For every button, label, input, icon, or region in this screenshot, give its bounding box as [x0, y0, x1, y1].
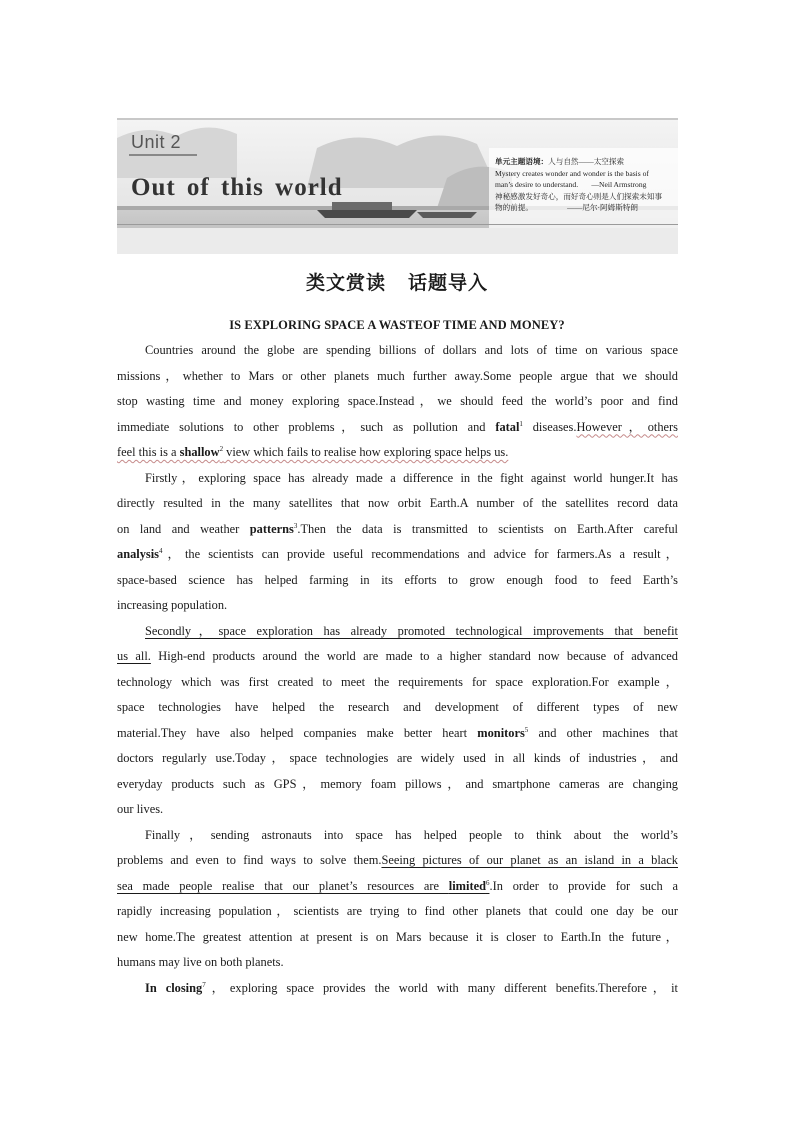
text-run: .Then the data is transmitted to scientists on Earth.After careful: [297, 521, 678, 536]
text-run: sea made people realise that our planet’s resources are: [117, 878, 449, 893]
paragraph-3: [117, 619, 678, 823]
text-line: everyday products such as GPS，memory foam pillows，and smartphone cameras are changing: [117, 776, 678, 791]
quote-theme-value: 人与自然——太空探索: [548, 157, 625, 166]
keyword-limited: limited: [448, 878, 486, 893]
footnote-marker: 1: [519, 419, 523, 428]
unit-title: Out of this world: [131, 174, 343, 201]
text-line: new home.The greatest attention at present is on Mars because it is closer to Earth.In the future，: [117, 929, 678, 944]
text-run: feel this is a: [117, 445, 180, 459]
text-run: problems and even to find ways to solve them.: [117, 853, 382, 867]
keyword-analysis: analysis: [117, 547, 160, 561]
quote-en-line1: Mystery creates wonder and wonder is the basis of: [495, 168, 649, 178]
section-title-part2: 话题导入: [408, 272, 489, 294]
keyword-in-closing: In closing: [145, 980, 203, 995]
footnote-marker: 5: [524, 725, 529, 734]
footnote-marker: 6: [485, 878, 490, 887]
paragraph-1: [117, 338, 678, 466]
keyword-patterns: patterns: [249, 521, 294, 536]
text-line: [117, 848, 678, 874]
quote-zh-text: 物的前提。: [495, 203, 533, 212]
quote-en-line2: [495, 179, 678, 191]
quote-zh-line1: 神秘感激发好奇心，而好奇心则是人们探索未知事: [495, 191, 663, 201]
underlined-text: [117, 879, 489, 893]
quote-zh-line2: [495, 202, 678, 214]
text-run: ，the scientists can provide useful recommendations and advice for farmers.As a result，: [162, 547, 678, 561]
text-line: [117, 644, 678, 670]
text-line: rapidly increasing population，scientists are trying to find other planets that could one day be our: [117, 904, 678, 918]
underlined-text: Secondly，space exploration has already promoted technological improvements that benefit: [145, 623, 678, 638]
text-run: immediate solutions to other problems，such as pollution and: [117, 419, 496, 434]
text-run: on land and weather: [117, 521, 250, 536]
text-line: space-based science has helped farming in its efforts to grow enough food to feed Earth’s: [117, 572, 678, 587]
quote-en-text: man’s desire to understand.: [495, 180, 579, 189]
text-line: space technologies have helped the research and development of different types of new: [117, 700, 678, 714]
unit-label: Unit 2: [131, 132, 182, 152]
underlined-text: However，others: [576, 419, 678, 434]
article-title: IS EXPLORING SPACE A WASTEOF TIME AND MONEY?: [229, 318, 565, 332]
text-run: material.They have also helped companies make better heart: [117, 725, 478, 740]
text-line: [117, 415, 678, 441]
footnote-marker: 3: [293, 521, 298, 530]
text-line: [117, 976, 678, 1002]
text-line: humans may live on both planets.: [117, 955, 284, 969]
underlined-text: Seeing pictures of our planet as an island in a black: [381, 853, 678, 867]
text-line: Firstly，exploring space has already made a difference in the fight against world hunger.It has: [145, 470, 678, 485]
unit-underline: [129, 154, 197, 156]
text-line: doctors regularly use.Today，space technologies are widely used in all kinds of industries，and: [117, 751, 678, 765]
text-line: [117, 619, 678, 645]
text-line: increasing population.: [117, 598, 228, 612]
quote-zh-author: ——尼尔·阿姆斯特朗: [567, 203, 639, 212]
text-run: ，exploring space provides the world with many different benefits.Therefore，it: [205, 980, 678, 995]
text-line: [117, 721, 678, 747]
paragraph-2: [117, 466, 678, 619]
section-title-part1: 类文赏读: [305, 272, 386, 294]
keyword-shallow: shallow: [179, 445, 220, 459]
text-line: technology which was first created to meet the requirements for space exploration.For example，: [117, 674, 678, 689]
paragraph-4: [117, 823, 678, 976]
footnote-marker: 2: [219, 444, 224, 453]
text-line: [117, 542, 678, 568]
underlined-text: us all.: [117, 649, 151, 663]
text-line: stop wasting time and money exploring space.Instead，we should feed the world’s poor and find: [117, 394, 678, 408]
quote-theme: [495, 156, 678, 168]
text-run: .In order to provide for such a: [489, 878, 678, 893]
text-line: [117, 517, 678, 543]
keyword-monitors: monitors: [477, 725, 525, 740]
text-run: and other machines that: [528, 725, 678, 740]
text-line: missions，whether to Mars or other planets much further away.Some people argue that we should: [117, 368, 678, 383]
footnote-marker: 7: [202, 980, 206, 989]
text-run: view which fails to realise how exploring space helps us.: [223, 445, 509, 459]
text-line: directly resulted in the many satellites that now orbit Earth.A number of the satellites record data: [117, 496, 678, 510]
text-line: our lives.: [117, 802, 164, 816]
section-title: [0, 268, 794, 295]
footnote-marker: 4: [159, 546, 163, 555]
paragraph-5: [117, 976, 678, 1002]
quote-theme-label: 单元主题语境：: [495, 157, 549, 166]
text-run: diseases.: [522, 419, 577, 434]
unit-banner: [117, 118, 678, 254]
unit-quote: [495, 156, 678, 222]
text-line: [117, 874, 678, 900]
text-run: High-end products around the world are made to a higher standard now because of advanced: [150, 649, 678, 663]
text-line: Finally，sending astronauts into space has helped people to think about the world’s: [145, 827, 678, 842]
text-line: Countries around the globe are spending billions of dollars and lots of time on various space: [145, 343, 678, 357]
article-body: [117, 338, 678, 1001]
keyword-fatal: fatal: [495, 419, 520, 434]
underlined-text: [117, 445, 508, 459]
text-line: [117, 440, 678, 466]
quote-en-author: —Neil Armstrong: [591, 180, 647, 189]
